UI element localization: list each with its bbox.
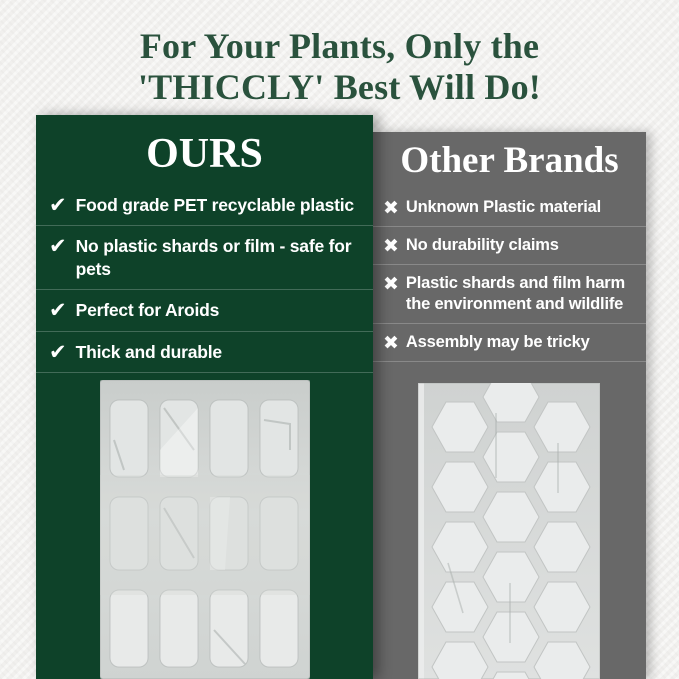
list-item bbox=[36, 290, 373, 331]
list-item bbox=[373, 189, 646, 227]
feature-text: Unknown Plastic material bbox=[405, 198, 602, 216]
x-icon: ✖ bbox=[383, 197, 399, 219]
ours-feature-list bbox=[36, 185, 373, 373]
feature-text: Food grade PET recyclable plastic bbox=[75, 195, 354, 215]
hex-cutout-sheet-illustration bbox=[418, 383, 600, 679]
headline-line-2: 'THICCLY' Best Will Do! bbox=[137, 66, 541, 107]
check-icon: ✔ bbox=[49, 298, 67, 323]
feature-text: Assembly may be tricky bbox=[405, 332, 590, 351]
x-icon: ✖ bbox=[383, 235, 399, 257]
feature-text: No plastic shards or film - safe for pets bbox=[75, 236, 352, 279]
list-item bbox=[373, 227, 646, 265]
headline-line-1: For Your Plants, Only the bbox=[139, 26, 540, 66]
other-brands-feature-list bbox=[373, 189, 646, 362]
list-item bbox=[373, 324, 646, 362]
check-icon: ✔ bbox=[49, 339, 67, 364]
x-icon: ✖ bbox=[383, 273, 399, 295]
list-item bbox=[36, 185, 373, 226]
feature-text: Plastic shards and film harm the environment and wildlife bbox=[405, 274, 625, 313]
page-title bbox=[0, 26, 679, 107]
rect-cutout-sheet-illustration bbox=[100, 380, 310, 679]
other-brands-panel bbox=[373, 132, 646, 679]
x-icon: ✖ bbox=[383, 331, 399, 354]
list-item bbox=[373, 265, 646, 324]
ours-product-image bbox=[100, 380, 310, 679]
list-item bbox=[36, 332, 373, 373]
feature-text: Perfect for Aroids bbox=[75, 300, 220, 321]
other-brands-panel-title: Other Brands bbox=[400, 140, 619, 181]
check-icon: ✔ bbox=[49, 234, 67, 259]
feature-text: Thick and durable bbox=[75, 341, 222, 362]
check-icon: ✔ bbox=[49, 193, 67, 217]
ours-panel bbox=[36, 115, 373, 679]
other-brands-product-image bbox=[418, 383, 600, 679]
list-item bbox=[36, 226, 373, 290]
feature-text: No durability claims bbox=[405, 236, 559, 254]
ours-panel-title: OURS bbox=[146, 131, 263, 177]
